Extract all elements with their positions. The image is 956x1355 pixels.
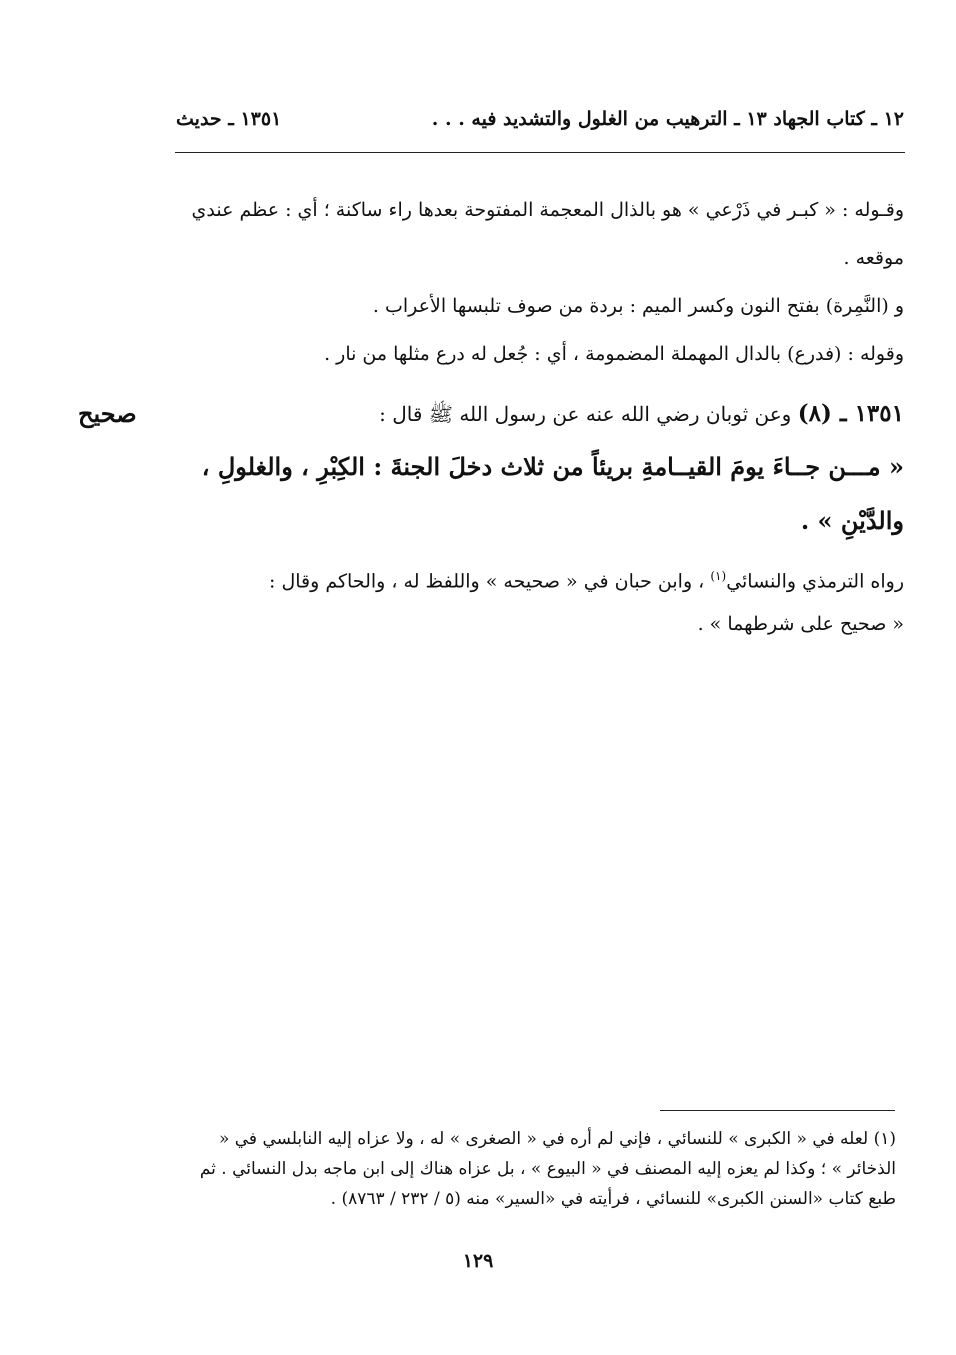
page-number: ١٢٩ [462,1250,494,1272]
footnote-marker[interactable]: (١) [710,569,727,583]
narration-verdict: « صحيح على شرطهما » . [697,613,904,635]
footnote-divider [660,1110,895,1111]
hadith-grade: صحيح [78,399,137,428]
explanation-paragraph-2: و (النَّمِرة) بفتح النون وكسر الميم : بردة من صوف تلبسها الأعراب . [372,295,904,317]
narration-sources: رواه الترمذي والنسائي [726,570,904,593]
running-header-hadith-ref: ١٣٥١ ـ حديث [176,108,282,130]
hadith-intro: وعن ثوبان رضي الله عنه عن رسول الله ﷺ قال : [379,402,792,426]
running-header-chapter: ١٢ ـ كتاب الجهاد ١٣ ـ الترهيب من الغلول والتشديد فيه . . . [431,108,904,130]
hadith-text: « مـــن جــاءَ يومَ القيــامةِ بريئاً من ثلاث دخلَ الجنةَ : الكِبْرِ ، والغلولِ ، والدَّيْنِ » . [201,452,904,535]
header-divider [175,152,905,153]
hadith-heading [169,394,904,434]
narration-sources-cont: ، وابن حبان في « صحيحه » واللفظ له ، والحاكم وقال : [269,570,711,593]
explanation-paragraph-3: وقوله : (فدرع) بالدال المهملة المضمومة ، أي : جُعل له درع مثلها من نار . [324,343,904,365]
narration-line [169,552,904,605]
footnote: (١) لعله في « الكبرى » للنسائي ، فإني لم أره في « الصغرى » له ، ولا عزاه إليه النابلسي في « الذخائر » ؛ وكذا لم يعزه إليه المصنف في « البيوع » ، بل عزاه هناك إلى ابن ماجه بدل النسائي . ثم طبع كتاب «السنن الكبرى» للنسائي ، فرأيته في «السير» منه (٥ / ٢٣٢ / ٨٧٦٣) . [199,1129,896,1209]
explanation-paragraph-1: وقـوله : « كبـر في ذَرْعي » هو بالذال المعجمة المفتوحة بعدها راء ساكنة ؛ أي : عظم عندي موقعه . [191,199,904,269]
hadith-number: ١٣٥١ ـ (٨) [797,400,904,427]
